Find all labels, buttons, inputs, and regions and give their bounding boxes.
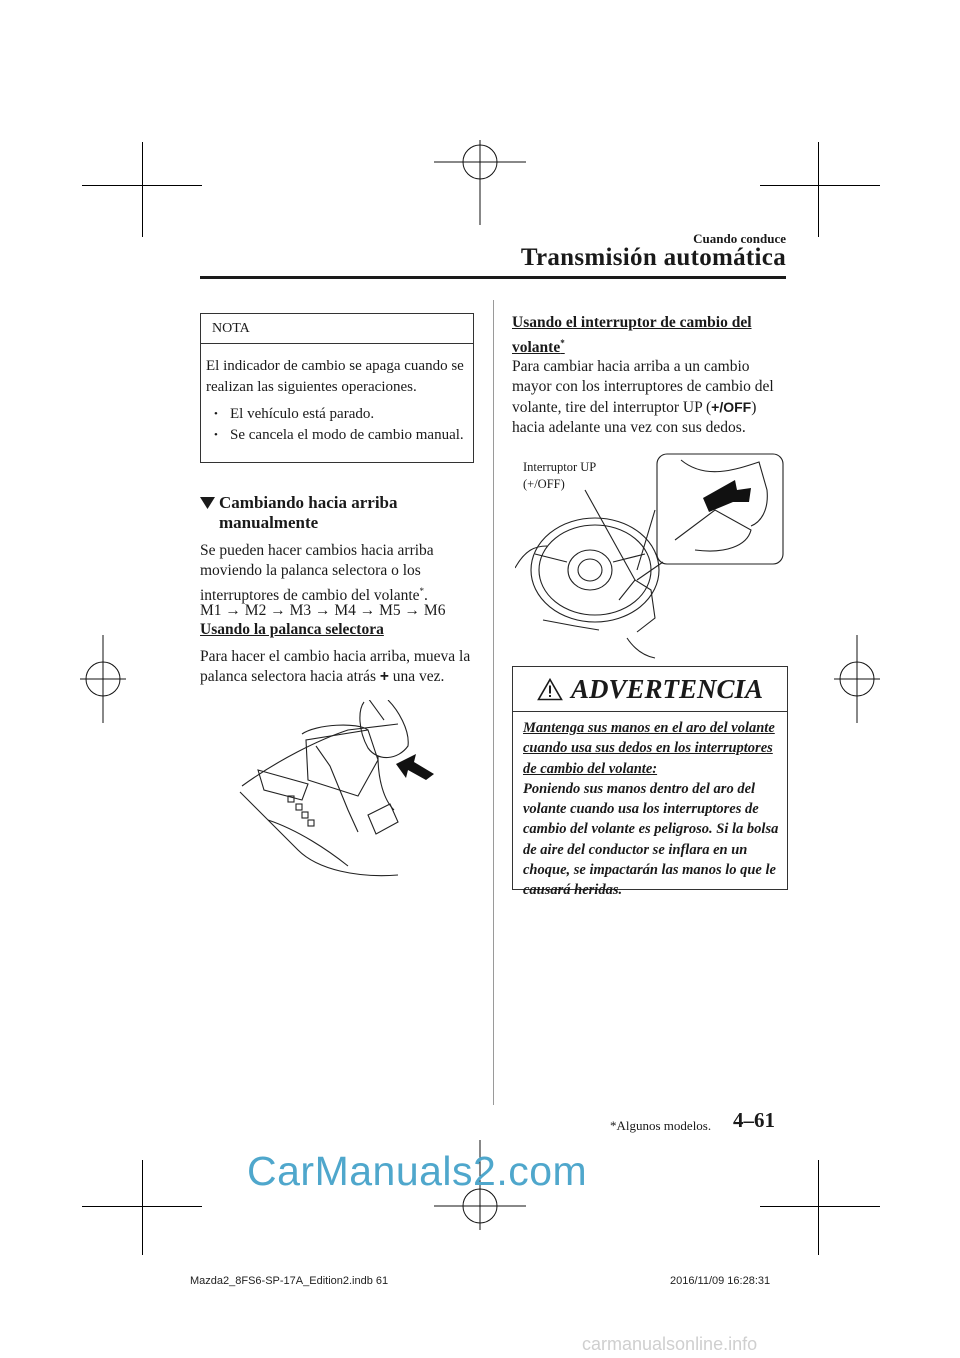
lever-text-b: una vez. bbox=[392, 668, 445, 685]
chapter-label: Cuando conduce bbox=[693, 231, 786, 246]
wheel-heading-a: Usando el interruptor de cambio del bbox=[512, 314, 752, 331]
wheel-text-a: Para cambiar hacia arriba a un cambio mayor con los interruptores de cambio del volante, tire del interruptor UP ( bbox=[512, 358, 774, 416]
warning-underlined: Mantenga sus manos en el aro del volante cuando usa sus dedos en los interruptores de cambio del volante: bbox=[523, 720, 775, 777]
some-models-asterisk: * bbox=[560, 338, 565, 348]
up-switch-symbol: +/OFF bbox=[711, 399, 752, 415]
print-file-info: Mazda2_8FS6-SP-17A_Edition2.indb 61 bbox=[190, 1275, 389, 1287]
lever-heading: Usando la palanca selectora bbox=[200, 621, 384, 638]
lever-text-a: Para hacer el cambio hacia arriba, mueva la palanca selectora hacia atrás bbox=[200, 648, 471, 685]
warning-header bbox=[513, 667, 787, 712]
plus-icon: + bbox=[379, 668, 389, 685]
header-rule bbox=[200, 276, 786, 279]
note-body bbox=[206, 356, 468, 446]
note-bullet: • Se cancela el modo de cambio manual. bbox=[206, 425, 468, 446]
wheel-heading-b: volante bbox=[512, 339, 561, 357]
footer-note: *Algunos modelos. bbox=[610, 1118, 712, 1133]
section-title-line1: Cambiando hacia arriba bbox=[219, 493, 398, 512]
gear-sequence: M1 → M2 → M3 → M4 → M5 → M6 bbox=[200, 602, 446, 619]
note-box bbox=[200, 313, 474, 463]
callout-line2: (+/OFF) bbox=[523, 477, 565, 491]
arrow-icon bbox=[396, 754, 434, 780]
section-intro bbox=[200, 541, 482, 606]
site-watermark: carmanualsonline.info bbox=[582, 1334, 758, 1354]
section-title-line2: manualmente bbox=[219, 513, 319, 532]
callout-line1: Interruptor UP bbox=[523, 460, 597, 474]
page-number: 4–61 bbox=[733, 1108, 775, 1132]
note-text: El indicador de cambio se apaga cuando se realizan las siguientes operaciones. bbox=[206, 358, 464, 395]
wheel-heading bbox=[512, 313, 782, 358]
column-divider bbox=[493, 300, 494, 1105]
selector-lever-illustration bbox=[238, 700, 438, 880]
warning-body bbox=[523, 718, 785, 901]
wheel-text-b: ) hacia adelante una vez con sus dedos. bbox=[512, 399, 757, 436]
intro-period: . bbox=[424, 587, 428, 605]
note-bullet: • El vehículo está parado. bbox=[206, 404, 468, 425]
warning-triangle-icon bbox=[537, 678, 563, 701]
steering-wheel-illustration bbox=[515, 450, 787, 660]
warning-box bbox=[512, 666, 788, 899]
wheel-instruction bbox=[512, 357, 787, 438]
triangle-down-icon bbox=[200, 497, 215, 509]
note-list bbox=[206, 404, 468, 446]
intro-text: Se pueden hacer cambios hacia arriba moviendo la palanca selectora o los interruptores de cambio del volante bbox=[200, 542, 434, 605]
print-timestamp: 2016/11/09 16:28:31 bbox=[670, 1275, 771, 1287]
section-heading bbox=[200, 493, 482, 533]
some-models-asterisk: * bbox=[419, 586, 425, 596]
note-title: NOTA bbox=[201, 314, 473, 344]
page-title: Transmisión automática bbox=[520, 244, 786, 271]
warning-title: ADVERTENCIA bbox=[570, 673, 764, 704]
warning-text: Poniendo sus manos dentro del aro del volante cuando usa los interruptores de cambio del volante es peligroso. Si la bolsa de aire del conductor se inflara en un choque, se impactarán las manos lo que le causará heridas. bbox=[523, 780, 779, 899]
watermark-logo: CarManuals2.com bbox=[247, 1148, 588, 1194]
arrow-icon bbox=[703, 480, 751, 512]
lever-instruction bbox=[200, 647, 482, 687]
